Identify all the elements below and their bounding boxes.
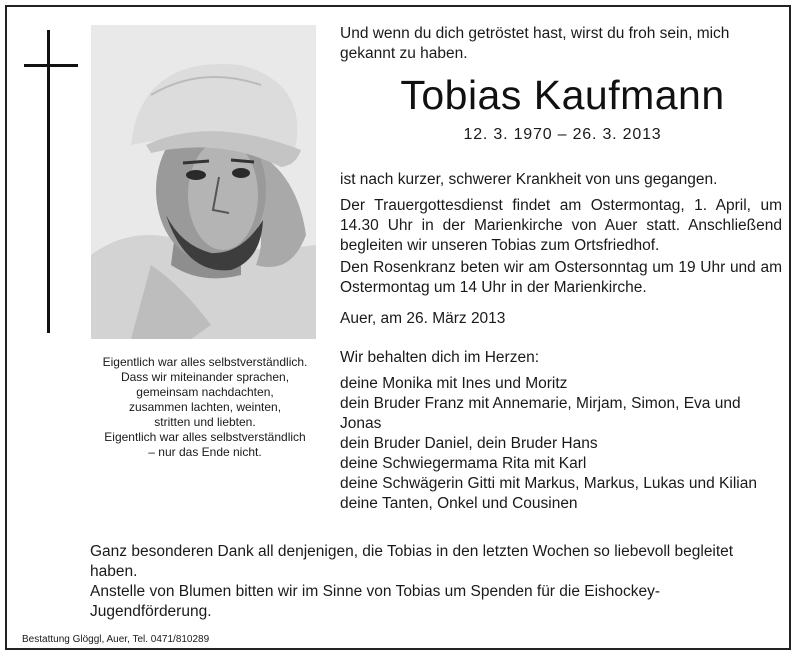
mourner-line: dein Bruder Daniel, dein Bruder Hans (340, 435, 598, 452)
portrait-photo (91, 25, 316, 339)
poem-line: Eigentlich war alles selbstverständlich. (102, 355, 308, 369)
thanks-section (90, 542, 780, 622)
poem-line: Dass wir miteinander sprachen, (120, 370, 290, 384)
rosary-text: Den Rosenkranz beten wir am Ostersonntag um 19 Uhr und am Ostermontag um 14 Uhr in der Marienkirche. (340, 259, 782, 296)
funeral-home-footer: Bestattung Glöggl, Auer, Tel. 0471/810289 (22, 634, 210, 645)
donation-text: Anstelle von Blumen bitten wir im Sinne von Tobias um Spenden für die Eishockey-Jugendförderung. (90, 583, 661, 620)
mourner-line: dein Bruder Franz mit Annemarie, Mirjam, Simon, Eva und Jonas (340, 395, 741, 432)
poem-line: – nur das Ende nicht. (148, 445, 262, 459)
thanks-text: Ganz besonderen Dank all denjenigen, die Tobias in den letzten Wochen so liebevoll begleitet haben. (90, 543, 734, 580)
mourner-line: deine Schwägerin Gitti mit Markus, Markus, Lukas und Kilian (340, 475, 757, 492)
mourner-line: deine Tanten, Onkel und Cousinen (340, 495, 578, 512)
place-date: Auer, am 26. März 2013 (340, 310, 506, 327)
mourners-intro: Wir behalten dich im Herzen: (340, 349, 539, 366)
poem-line: Eigentlich war alles selbstverständlich (104, 430, 306, 444)
poem-line: zusammen lachten, weinten, (128, 400, 282, 414)
deceased-name: Tobias Kaufmann (400, 72, 725, 118)
cross-icon-horizontal (24, 64, 78, 67)
cross-icon-vertical (47, 30, 50, 333)
funeral-service-text: Der Trauergottesdienst findet am Ostermontag, 1. April, um 14.30 Uhr in der Marienkirche von Auer statt. Anschließend begleiten wir unseren Tobias zum Ortsfriedhof. (340, 197, 782, 254)
mourner-line: deine Schwiegermama Rita mit Karl (340, 455, 587, 472)
poem (70, 355, 340, 460)
life-dates: 12. 3. 1970 – 26. 3. 2013 (463, 126, 662, 143)
announcement-text: ist nach kurzer, schwerer Krankheit von uns gegangen. (340, 171, 718, 188)
poem-line: gemeinsam nachdachten, (136, 385, 274, 399)
poem-line: stritten und liebten. (154, 415, 256, 429)
opening-quote: Und wenn du dich getröstet hast, wirst du froh sein, mich gekannt zu haben. (340, 25, 730, 62)
mourner-line: deine Monika mit Ines und Moritz (340, 375, 568, 392)
mourners-list (340, 348, 782, 514)
